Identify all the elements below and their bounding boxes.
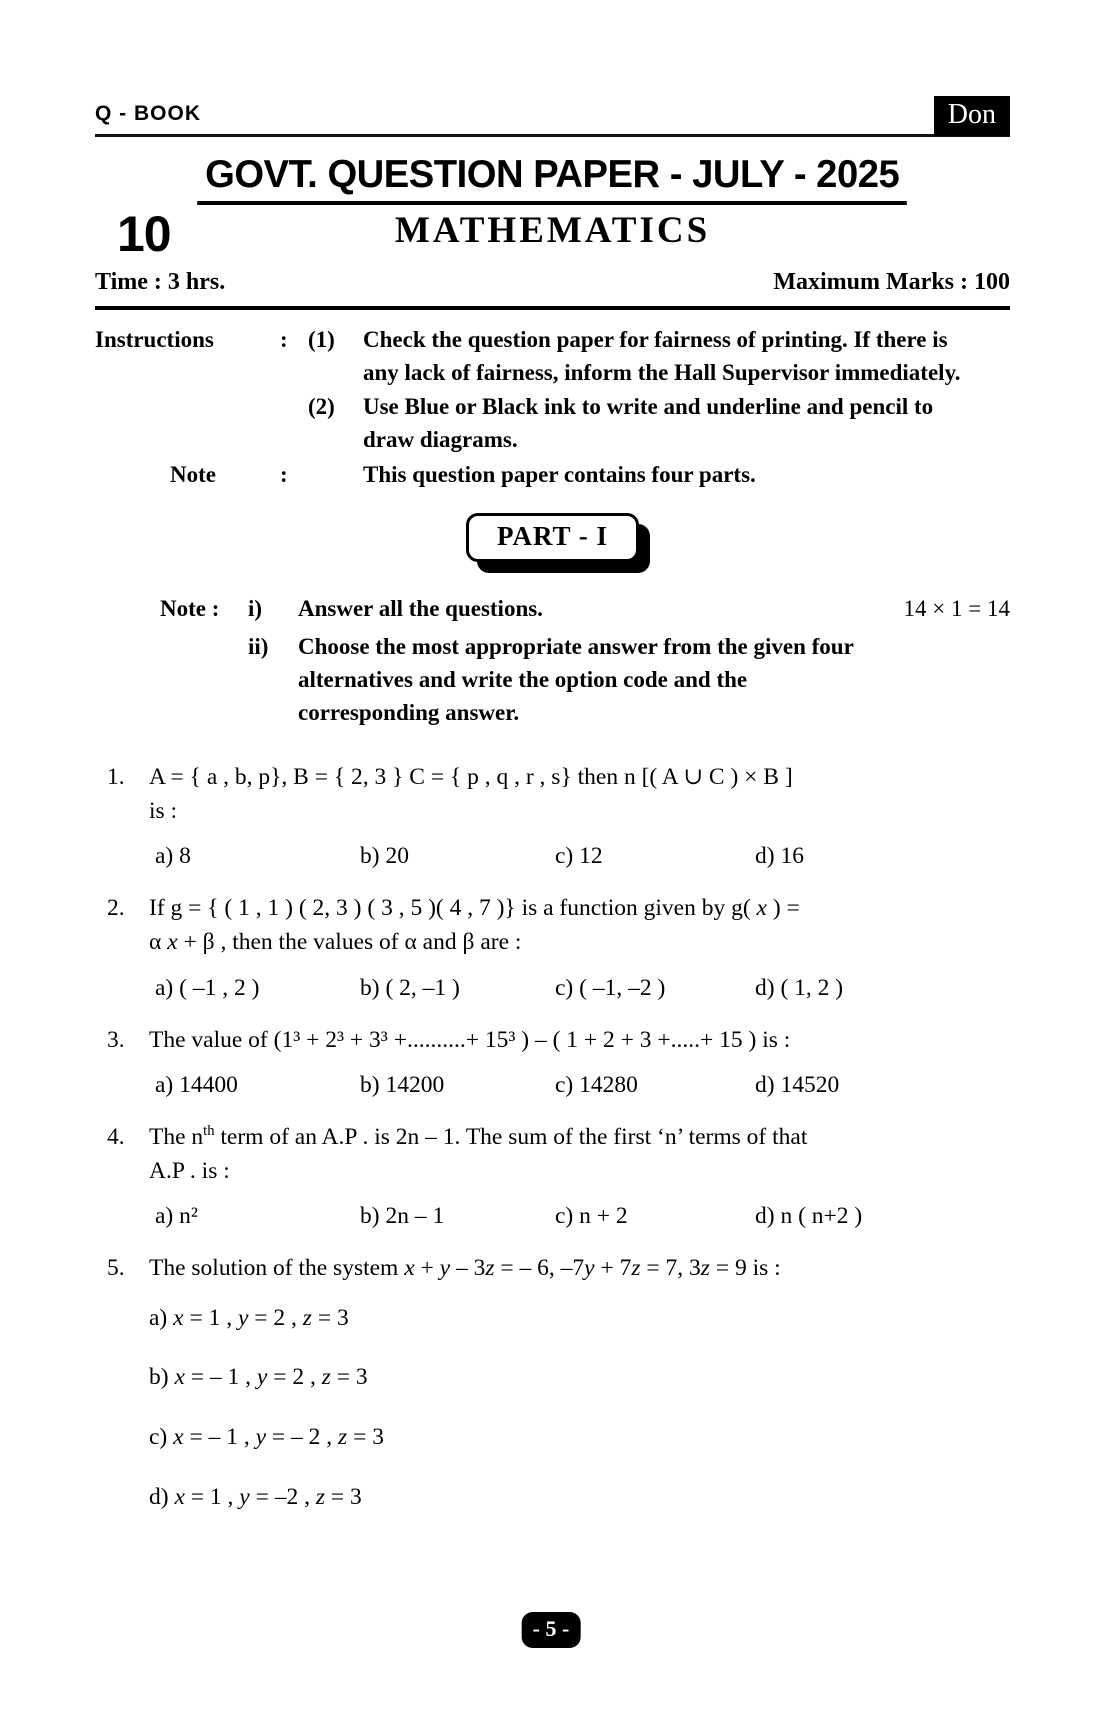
options-group [155, 1069, 1010, 1102]
question-item [107, 1251, 1010, 1514]
text-segment: a) [149, 1304, 174, 1331]
instruction-number: (1) [308, 327, 335, 352]
math-variable: x [404, 1255, 415, 1282]
text-segment: The solution of the system [149, 1255, 405, 1282]
text-segment: d) ( 1, 2 ) [755, 974, 844, 1001]
question-number: 3. [107, 1026, 125, 1053]
option [155, 972, 360, 1005]
class-number: 10 [117, 206, 171, 262]
math-variable: z [321, 1364, 331, 1391]
part-note-label: Note : [160, 596, 220, 622]
text-segment: = 3 [347, 1424, 384, 1451]
text-segment: = 3 [311, 1304, 349, 1331]
text-segment: = 7, 3 [640, 1255, 701, 1282]
text-segment: = 9 is : [709, 1255, 781, 1282]
text-segment: A.P . is : [149, 1158, 230, 1185]
math-variable: x [174, 1484, 185, 1511]
part-note-section [160, 592, 1010, 729]
math-variable: x [167, 929, 178, 956]
time-marks-row [95, 269, 1010, 296]
part-note-text: Choose the most appropriate answer from the given four alternatives and write the option code and the corresponding answer. [298, 633, 854, 726]
math-variable: x [756, 895, 767, 922]
spacer [894, 630, 1010, 730]
math-variable: y [239, 1484, 250, 1511]
note-text: This question paper contains four parts. [363, 461, 756, 487]
text-segment: = – 6, –7 [494, 1255, 585, 1282]
option [555, 1200, 755, 1233]
text-segment: d) 14520 [755, 1071, 840, 1098]
option [149, 1302, 1010, 1335]
text-segment: b) 14200 [360, 1071, 445, 1098]
math-variable: y [237, 1304, 249, 1331]
part-heading-wrap [95, 513, 1010, 562]
marks-scheme: 14 × 1 = 14 [903, 596, 1010, 622]
page-title: GOVT. QUESTION PAPER - JULY - 2025 [198, 153, 908, 205]
math-variable: y [439, 1255, 451, 1282]
options-group [155, 1200, 1010, 1233]
qbook-label: Q - BOOK [95, 102, 201, 125]
text-segment: = 1 , [183, 1304, 238, 1331]
text-segment: + [414, 1255, 440, 1282]
question-number: 5. [107, 1255, 125, 1282]
instructions-grid [95, 324, 1010, 491]
text-segment: b) 20 [360, 843, 409, 870]
note-label: Note [170, 461, 216, 487]
text-segment: = 2 , [248, 1304, 303, 1331]
text-segment: ) = [766, 895, 800, 922]
questions-list [107, 760, 1010, 1515]
option [155, 1200, 360, 1233]
text-segment: = – 2 , [266, 1424, 339, 1451]
option [149, 1421, 1010, 1454]
instructions-label: Instructions [95, 327, 214, 352]
question-row [107, 760, 1010, 829]
math-variable: y [256, 1364, 268, 1391]
option [555, 972, 755, 1005]
text-segment: = – 1 , [184, 1364, 257, 1391]
question-text [149, 760, 1010, 829]
option [149, 1481, 1010, 1514]
subject-title: MATHEMATICS [394, 210, 711, 251]
text-segment: a) ( –1 , 2 ) [155, 974, 260, 1001]
publisher-logo: Don [934, 96, 1010, 136]
page-header [95, 96, 1010, 137]
spacer [280, 391, 308, 456]
text-segment: If g = { ( 1 , 1 ) ( 2, 3 ) ( 3 , 5 )( 4 , 7 )} is a function given by g( [149, 895, 757, 922]
text-segment: b) ( 2, –1 ) [360, 974, 460, 1001]
math-variable: y [584, 1255, 595, 1282]
math-variable: x [173, 1424, 184, 1451]
question-text [149, 1120, 1010, 1189]
text-segment: = 3 [330, 1364, 368, 1391]
text-segment: d) 16 [755, 843, 804, 870]
text-segment: is : [149, 797, 178, 824]
text-segment: + 7 [594, 1255, 632, 1282]
options-group [155, 840, 1010, 873]
question-row [107, 891, 1010, 960]
text-segment: = – 1 , [183, 1424, 256, 1451]
text-segment: c) ( –1, –2 ) [555, 974, 666, 1001]
text-segment: term of an A.P . is 2n – 1. The sum of the first ‘n’ terms of that [214, 1123, 808, 1150]
instructions-section [95, 324, 1010, 491]
option [360, 840, 555, 873]
option [155, 1069, 360, 1102]
text-segment: = 3 [325, 1484, 362, 1511]
question-text [149, 891, 1010, 960]
option [755, 972, 1010, 1005]
part-note-text: Answer all the questions. [298, 596, 543, 622]
question-item [107, 1023, 1010, 1102]
question-row [107, 1023, 1010, 1057]
text-segment: a) 8 [155, 843, 191, 870]
question-row [107, 1120, 1010, 1189]
math-variable: z [315, 1484, 326, 1511]
math-variable: x [174, 1364, 185, 1391]
text-segment: c) n + 2 [555, 1203, 628, 1230]
text-segment: α [149, 929, 168, 956]
text-segment: a) 14400 [155, 1071, 238, 1098]
text-segment: c) [149, 1424, 174, 1451]
math-variable: z [700, 1255, 710, 1282]
title-block [95, 153, 1010, 205]
math-variable: z [302, 1304, 312, 1331]
math-variable: x [173, 1304, 184, 1331]
option [555, 840, 755, 873]
text-segment: = 2 , [267, 1364, 322, 1391]
options-group [149, 1302, 1010, 1515]
option [755, 840, 1010, 873]
instruction-text: Check the question paper for fairness of printing. If there is any lack of fairness, inform the Hall Supervisor immediately. [363, 327, 961, 385]
option [360, 972, 555, 1005]
time-label: Time : 3 hrs. [95, 269, 226, 295]
text-segment: b) 2n – 1 [360, 1203, 445, 1230]
question-item [107, 760, 1010, 873]
part-note-number: ii) [248, 633, 269, 659]
instruction-number: (2) [308, 394, 335, 420]
text-segment: The n [149, 1123, 204, 1150]
part-heading: PART - I [466, 513, 639, 562]
text-segment: = –2 , [249, 1484, 316, 1511]
math-variable: z [338, 1424, 348, 1451]
text-segment: c) 14280 [555, 1071, 638, 1098]
spacer [160, 630, 248, 730]
question-item [107, 891, 1010, 1004]
class-subject-row [95, 206, 1010, 262]
option [155, 840, 360, 873]
spacer [308, 459, 363, 492]
math-variable: z [485, 1255, 495, 1282]
text-segment: – 3 [450, 1255, 486, 1282]
max-marks-label: Maximum Marks : 100 [773, 269, 1010, 295]
divider-rule [95, 306, 1010, 310]
question-text [149, 1251, 1010, 1285]
text-segment: a) n² [155, 1203, 198, 1230]
text-segment: A = { a , b, p}, B = { 2, 3 } C = { p , q , r , s} then n [( A ∪ C ) × B ] [149, 763, 793, 790]
math-variable: y [255, 1424, 267, 1451]
option [555, 1069, 755, 1102]
options-group [155, 972, 1010, 1005]
question-row [107, 1251, 1010, 1285]
text-segment: c) 12 [555, 843, 603, 870]
page-number-badge: - 5 - [522, 1612, 581, 1648]
question-number: 2. [107, 895, 125, 922]
text-segment: d) n ( n+2 ) [755, 1203, 863, 1230]
option [755, 1069, 1010, 1102]
question-item [107, 1120, 1010, 1233]
option [360, 1200, 555, 1233]
option [360, 1069, 555, 1102]
superscript: th [203, 1122, 215, 1139]
instructions-colon: : [280, 327, 288, 352]
text-segment: d) [149, 1484, 175, 1511]
text-segment: = 1 , [184, 1484, 240, 1511]
part-note-number: i) [248, 596, 263, 622]
option [755, 1200, 1010, 1233]
option [149, 1361, 1010, 1394]
question-text [149, 1023, 1010, 1057]
spacer [95, 391, 280, 456]
question-number: 1. [107, 763, 125, 790]
text-segment: + β , then the values of α and β are : [177, 929, 522, 956]
math-variable: z [631, 1255, 641, 1282]
note-colon: : [280, 461, 288, 487]
question-number: 4. [107, 1123, 125, 1150]
text-segment: b) [149, 1364, 175, 1391]
text-segment: The value of (1³ + 2³ + 3³ +..........+ 15³ ) – ( 1 + 2 + 3 +.....+ 15 ) is : [149, 1026, 791, 1053]
instruction-text: Use Blue or Black ink to write and underline and pencil to draw diagrams. [363, 394, 934, 452]
